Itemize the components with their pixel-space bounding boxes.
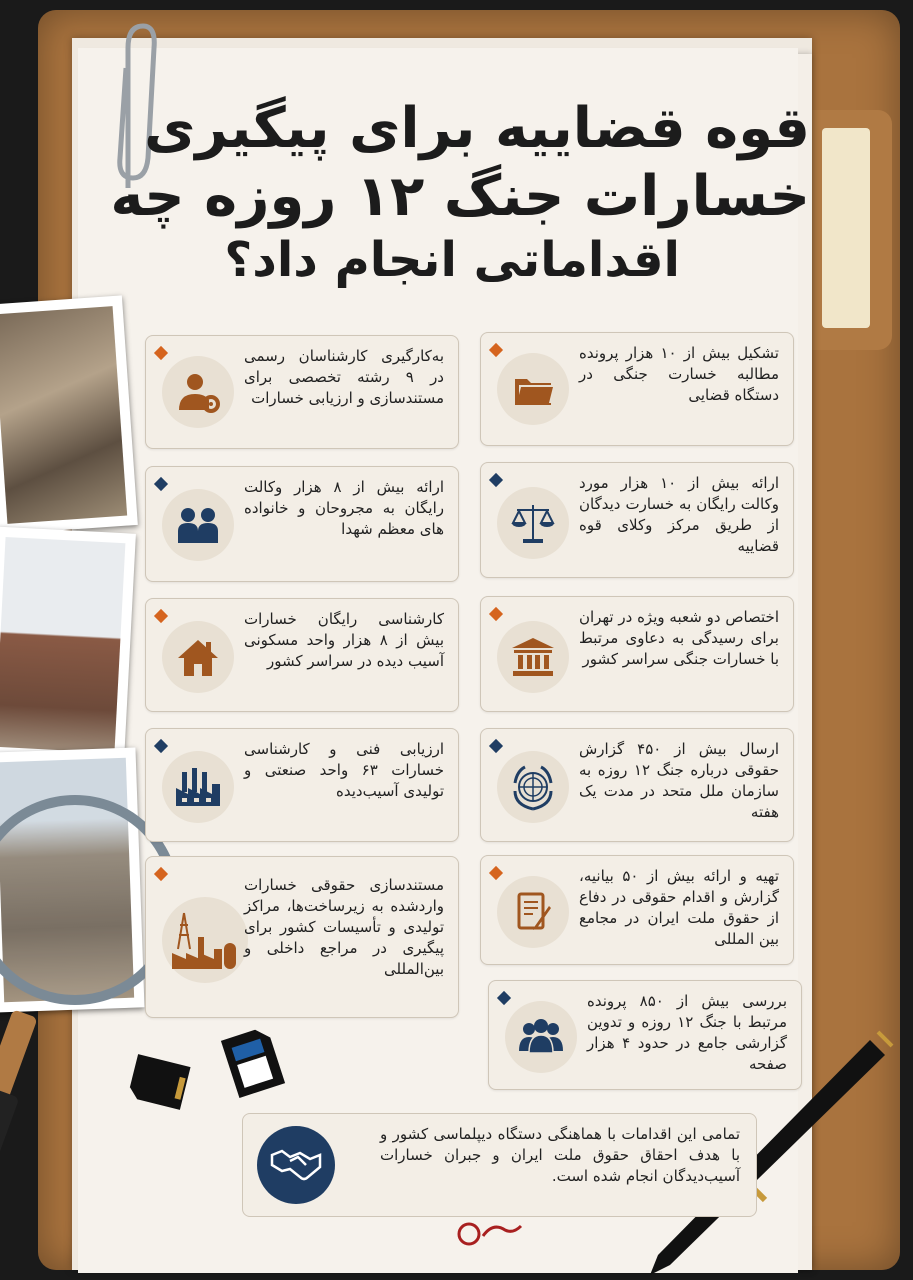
left-card-2-text: ارائه بیش از ۸ هزار وکالت رایگان به مجروحان و خانواده های معظم شهدا xyxy=(244,478,445,538)
left-card-4 xyxy=(145,728,459,842)
folder-tab-label xyxy=(822,128,870,328)
left-card-3-text: کارشناسی رایگان خسارات بیش از ۸ هزار واحد مسکونی آسیب دیده در سراسر کشور xyxy=(244,610,444,670)
folder-tab xyxy=(802,110,892,350)
infrastructure-icon xyxy=(162,897,248,983)
right-card-3 xyxy=(480,596,794,712)
card-bullet xyxy=(489,343,503,357)
folder-icon xyxy=(497,353,569,425)
left-card-2 xyxy=(145,466,459,582)
card-bullet xyxy=(489,473,503,487)
summary-text: تمامی این اقدامات با هماهنگی دستگاه دیپلماسی کشور و با هدف احقاق حقوق ملت ایران و جبران خسارات آسیب‌دیدگان انجام شده است. xyxy=(380,1125,740,1185)
right-card-1 xyxy=(480,332,794,446)
right-card-6-text: بررسی بیش از ۸۵۰ پرونده مرتبط با جنگ ۱۲ روزه و تدوین گزارشی جامع در حدود ۴ هزار صفحه xyxy=(587,992,788,1073)
page-title xyxy=(110,95,810,289)
news-agency-logo xyxy=(455,1218,525,1248)
card-bullet xyxy=(489,607,503,621)
card-bullet xyxy=(154,867,168,881)
card-bullet xyxy=(497,991,511,1005)
right-card-1-text: تشکیل بیش از ۱۰ هزار پرونده مطالبه خسارت جنگی در دستگاه قضایی xyxy=(579,344,779,404)
right-card-5 xyxy=(480,855,794,965)
card-bullet xyxy=(154,477,168,491)
right-card-4 xyxy=(480,728,794,842)
title-line-2: خسارات جنگ ۱۲ روزه چه xyxy=(110,164,810,229)
handshake-icon xyxy=(257,1126,335,1204)
damage-photo-1 xyxy=(0,295,138,534)
expert-gear-icon xyxy=(162,356,234,428)
card-bullet xyxy=(154,609,168,623)
scales-icon xyxy=(497,487,569,559)
left-card-5-text: مستندسازی حقوقی خسارات واردشده به زیرساخت‌ها، مراکز تولیدی و تأسیسات کشور برای پیگیری در مراجع داخلی و بین‌المللی xyxy=(244,876,444,978)
left-card-3 xyxy=(145,598,459,712)
courthouse-icon xyxy=(497,621,569,693)
card-bullet xyxy=(154,346,168,360)
card-bullet xyxy=(154,739,168,753)
house-icon xyxy=(162,621,234,693)
right-card-5-text: تهیه و ارائه بیش از ۵۰ بیانیه، گزارش و اقدام حقوقی در دفاع از حقوق ملت ایران در مجامع بین المللی xyxy=(579,867,779,948)
right-card-2-text: ارائه بیش از ۱۰ هزار مورد وکالت رایگان به خسارت دیدگان از طریق مرکز وکلای قوه قضاییه xyxy=(579,474,779,555)
left-card-4-text: ارزیابی فنی و کارشناسی خسارات ۶۳ واحد صنعتی و تولیدی آسیب‌دیده xyxy=(244,740,444,800)
left-card-1 xyxy=(145,335,459,449)
right-card-4-text: ارسال بیش از ۴۵۰ گزارش حقوقی درباره جنگ ۱۲ روزه به سازمان ملل متحد در مدت یک هفته xyxy=(579,740,779,821)
card-bullet xyxy=(489,866,503,880)
title-line-3: اقداماتی انجام داد؟ xyxy=(224,232,680,288)
right-card-2 xyxy=(480,462,794,578)
title-line-1: قوه قضاییه برای پیگیری xyxy=(144,96,810,161)
summary-card xyxy=(242,1113,757,1217)
document-pen-icon xyxy=(497,876,569,948)
factory-icon xyxy=(162,751,234,823)
united-nations-icon xyxy=(497,751,569,823)
right-card-3-text: اختصاص دو شعبه ویژه در تهران برای رسیدگی به دعاوی مرتبط با خسارات جنگی سراسر کشور xyxy=(579,608,779,668)
left-card-5 xyxy=(145,856,459,1018)
two-people-icon xyxy=(162,489,234,561)
card-bullet xyxy=(489,739,503,753)
damage-photo-2 xyxy=(0,526,136,763)
left-card-1-text: به‌کارگیری کارشناسان رسمی در ۹ رشته تخصصی برای مستندسازی و ارزیابی خسارات xyxy=(244,347,444,407)
group-icon xyxy=(505,1001,577,1073)
